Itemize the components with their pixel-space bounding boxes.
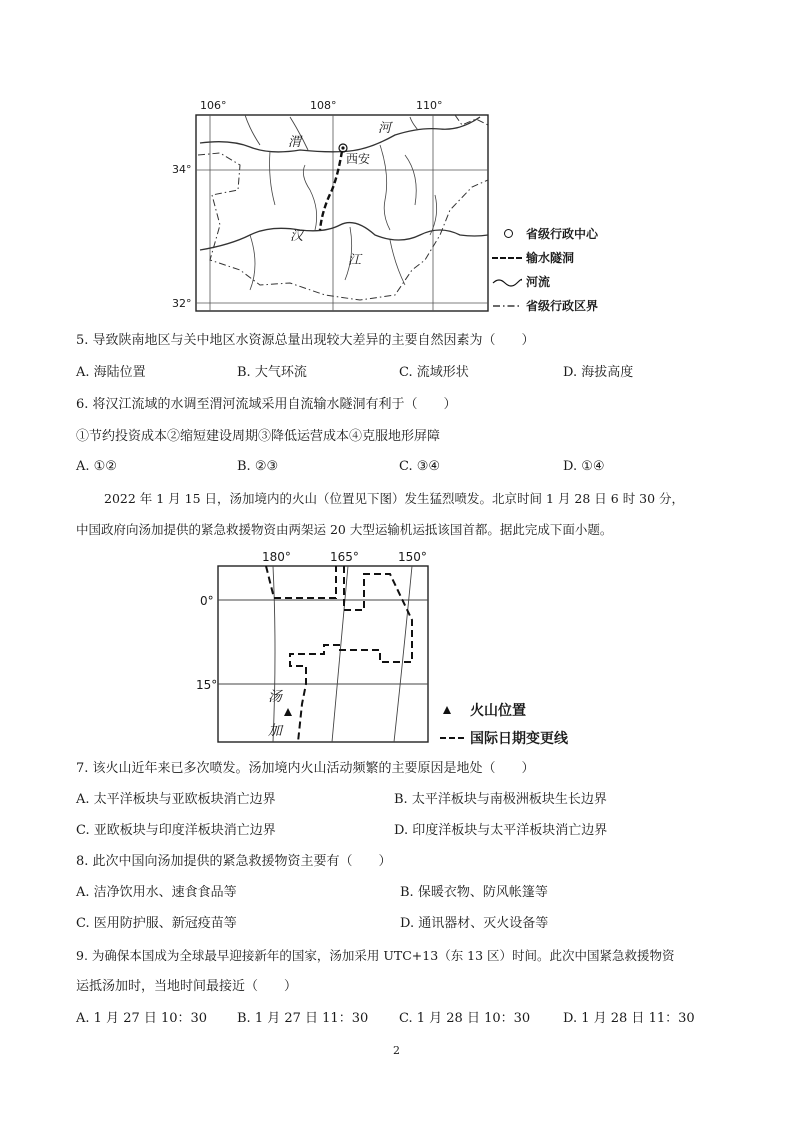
q8-option-a: A. 洁净饮用水、速食食品等 [76,885,237,900]
q8-option-d: D. 通讯器材、灭火设备等 [400,916,549,931]
map2-lon-165: 165° [330,550,359,564]
dashed-line-icon [492,257,522,259]
q9-option-a: A. 1 月 27 日 10：30 [76,1011,208,1026]
label-jiang: 江 [348,253,362,268]
map1-lat-32: 32° [172,297,192,310]
legend-label-capital: 省级行政中心 [526,227,599,241]
map-tonga [190,550,450,750]
map1-lat-34: 34° [172,163,192,176]
q7-stem: 7. 该火山近年来已多次喷发。汤加境内火山活动频繁的主要原因是地处（ ） [76,761,535,776]
legend-label-river: 河流 [526,275,551,289]
legend-label-border: 省级行政区界 [526,299,599,313]
q6-option-d: D. ①④ [563,459,605,474]
q9-stem-line-2: 运抵汤加时，当地时间最接近（ ） [76,979,298,994]
label-tang: 汤 [268,689,282,705]
q6-option-b: B. ②③ [237,459,279,474]
q5-option-a: A. 海陆位置 [76,365,146,380]
map-tonga-svg [190,550,450,750]
map1-lon-106: 106° [200,99,227,112]
q9-stem-line-1: 9. 为确保本国成为全球最早迎接新年的国家，汤加采用 UTC+13（东 13 区）时间。此次中国紧急救援物资 [76,948,675,963]
page-number: 2 [393,1044,400,1057]
q7-option-a: A. 太平洋板块与亚欧板块消亡边界 [76,792,276,807]
map2-lon-180: 180° [262,550,291,564]
map2-lat-15: 15° [196,678,218,692]
q9-option-c: C. 1 月 28 日 10：30 [399,1011,531,1026]
volcano-triangle [284,708,292,716]
q5-stem: 5. 导致陕南地区与关中地区水资源总量出现较大差异的主要自然因素为（ ） [76,333,535,348]
label-jia: 加 [268,723,282,739]
label-xian: 西安 [346,152,371,166]
label-he: 河 [378,121,392,136]
q8-option-c: C. 医用防护服、新冠疫苗等 [76,916,237,931]
map1-lon-108: 108° [310,99,337,112]
map2-lon-150: 150° [398,550,427,564]
map2-lat-0: 0° [200,594,214,608]
map1-legend [492,225,642,320]
q6-option-a: A. ①② [76,459,117,474]
q8-option-b: B. 保暖衣物、防风帐篷等 [400,885,548,900]
label-han: 汉 [290,229,304,244]
q9-option-d: D. 1 月 28 日 11：30 [563,1011,695,1026]
legend-label-tunnel: 输水隧洞 [526,251,575,265]
q6-stem: 6. 将汉江流域的水调至渭河流域采用自流输水隧洞有利于（ ） [76,397,457,412]
map1-lon-110: 110° [416,99,443,112]
q6-sub: ①节约投资成本②缩短建设周期③降低运营成本④克服地形屏障 [76,429,441,444]
map2-legend [440,700,620,750]
label-wei: 渭 [288,135,302,150]
passage-line-1: 2022 年 1 月 15 日，汤加境内的火山（位置见下图）发生猛烈喷发。北京时间 1 月 28 日 6 时 30 分， [104,491,685,506]
q7-option-d: D. 印度洋板块与太平洋板块消亡边界 [394,823,608,838]
q8-stem: 8. 此次中国向汤加提供的紧急救援物资主要有（ ） [76,854,392,869]
q5-option-d: D. 海拔高度 [563,365,634,380]
volcano-triangle-icon [442,705,452,715]
q7-option-b: B. 太平洋板块与南极洲板块生长边界 [394,792,607,807]
q5-option-b: B. 大气环流 [237,365,307,380]
q5-option-c: C. 流域形状 [399,365,469,380]
q9-option-b: B. 1 月 27 日 11：30 [237,1011,369,1026]
capital-dot-icon [504,229,513,238]
river-wave-icon [492,276,522,288]
dash-dot-line-icon [492,301,522,311]
legend2-label-volcano: 火山位置 [470,703,526,719]
legend2-label-dateline: 国际日期变更线 [470,731,568,747]
passage-line-2: 中国政府向汤加提供的紧急救援物资由两架运 20 大型运输机运抵该国首都。据此完成下面小题。 [76,522,613,537]
q6-option-c: C. ③④ [399,459,441,474]
q7-option-c: C. 亚欧板块与印度洋板块消亡边界 [76,823,276,838]
dashed-line-icon [440,737,464,739]
